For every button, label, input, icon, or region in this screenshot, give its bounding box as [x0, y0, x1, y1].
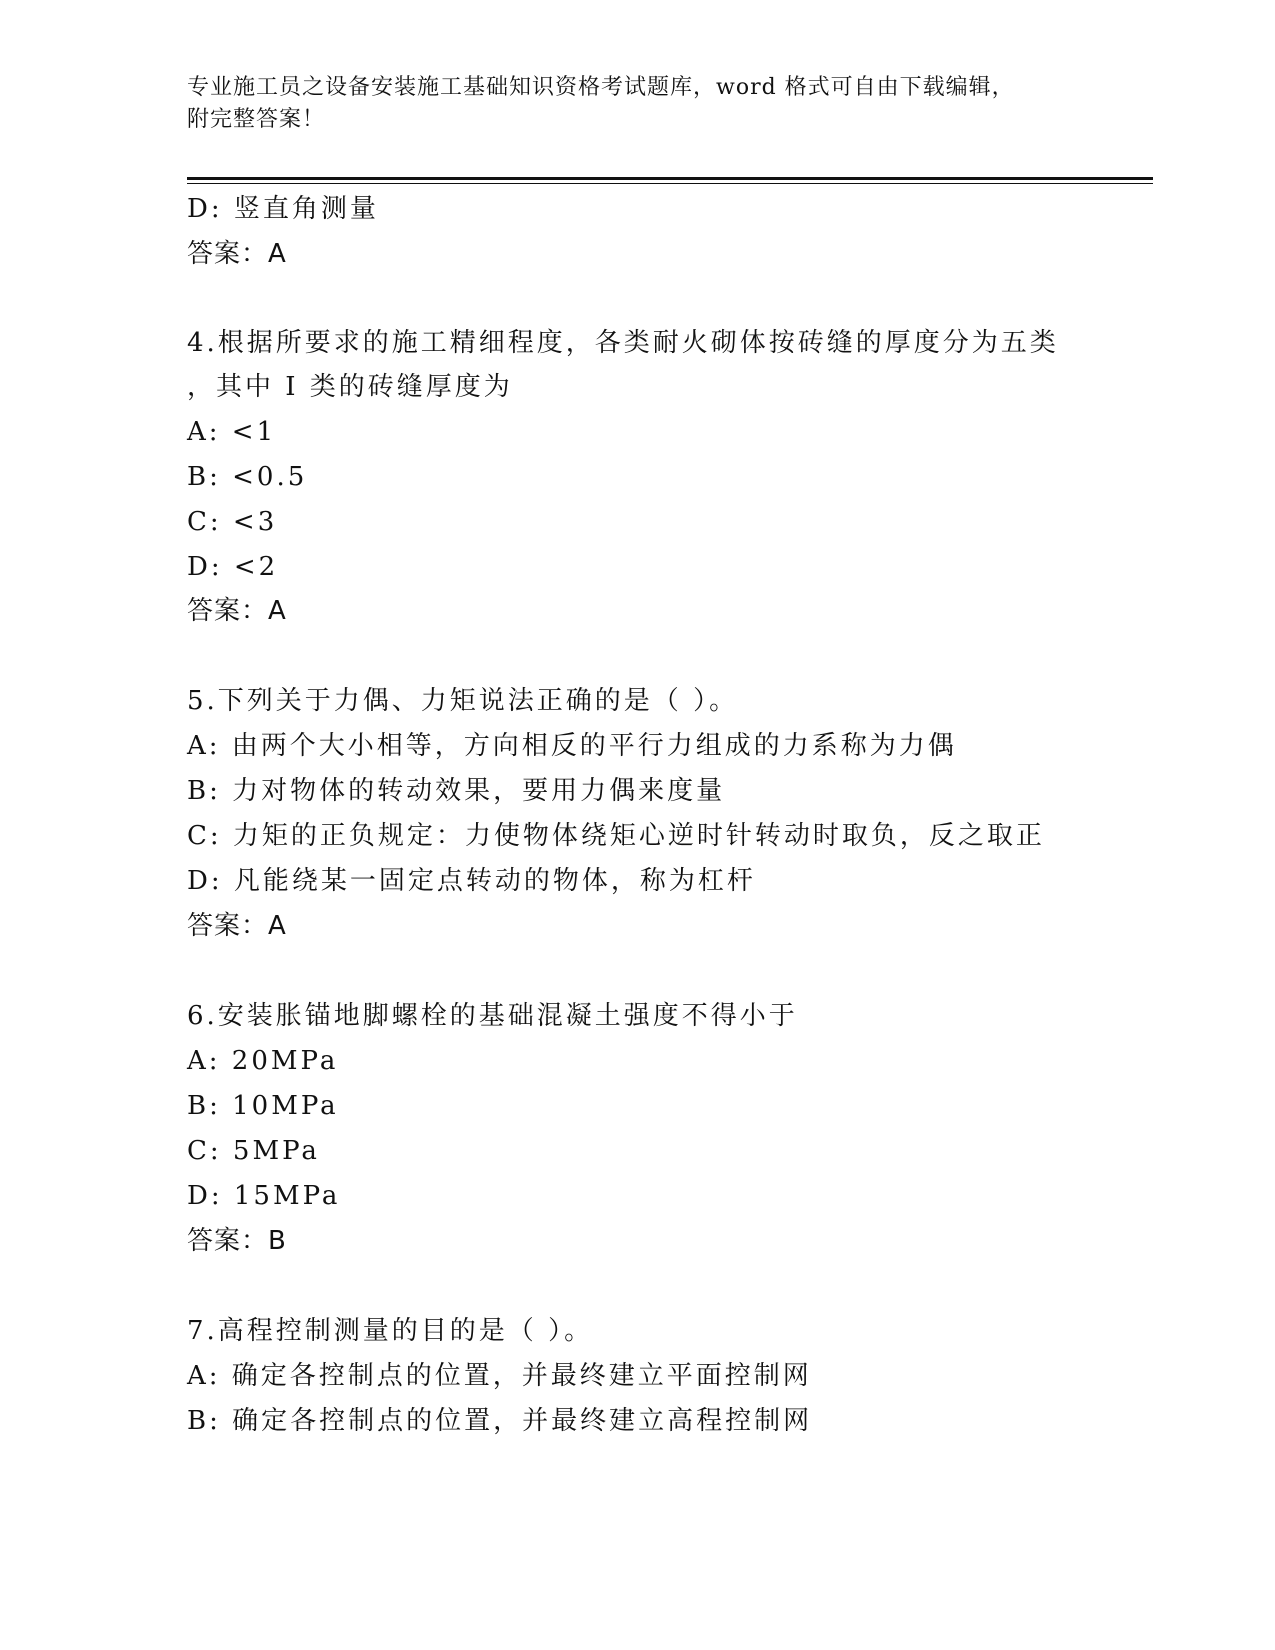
q3-option-d: D: 竖直角测量	[187, 194, 379, 224]
q5-answer: 答案：A	[187, 911, 287, 941]
q4-option-a: A: <1	[187, 417, 277, 447]
q4-option-c: C: <3	[187, 507, 278, 537]
q5-option-c: C: 力矩的正负规定：力使物体绕矩心逆时针转动时取负，反之取正	[187, 821, 1045, 851]
document-header	[187, 72, 1067, 136]
q4-option-d: D: <2	[187, 552, 279, 582]
q7-question: 7.高程控制测量的目的是（ ）。	[187, 1316, 594, 1346]
q6-question: 6.安装胀锚地脚螺栓的基础混凝土强度不得小于	[187, 1001, 798, 1031]
q5-option-a: A: 由两个大小相等，方向相反的平行力组成的力系称为力偶	[187, 731, 957, 761]
q4-question-line-1: 4.根据所要求的施工精细程度，各类耐火砌体按砖缝的厚度分为五类	[187, 328, 1059, 358]
q4-option-b: B: <0.5	[187, 462, 308, 492]
q6-option-b: B: 10MPa	[187, 1091, 339, 1121]
q6-option-d: D: 15MPa	[187, 1181, 341, 1211]
q5-question: 5.下列关于力偶、力矩说法正确的是（ ）。	[187, 686, 739, 716]
q6-answer: 答案：B	[187, 1226, 287, 1256]
header-line-1: 专业施工员之设备安装施工基础知识资格考试题库，word 格式可自由下载编辑，	[187, 75, 1015, 100]
q7-option-b: B: 确定各控制点的位置，并最终建立高程控制网	[187, 1406, 813, 1436]
header-rule-thin	[187, 183, 1153, 184]
q5-option-b: B: 力对物体的转动效果，要用力偶来度量	[187, 776, 726, 806]
q3-answer: 答案：A	[187, 239, 287, 269]
q6-option-a: A: 20MPa	[187, 1046, 339, 1076]
q4-answer: 答案：A	[187, 596, 287, 626]
q7-option-a: A: 确定各控制点的位置，并最终建立平面控制网	[187, 1361, 812, 1391]
q4-question-line-2: ，其中 I 类的砖缝厚度为	[187, 372, 513, 402]
header-rule-thick	[187, 177, 1153, 180]
q6-option-c: C: 5MPa	[187, 1136, 320, 1166]
header-line-2: 附完整答案！	[187, 107, 326, 132]
q5-option-d: D: 凡能绕某一固定点转动的物体，称为杠杆	[187, 866, 756, 896]
